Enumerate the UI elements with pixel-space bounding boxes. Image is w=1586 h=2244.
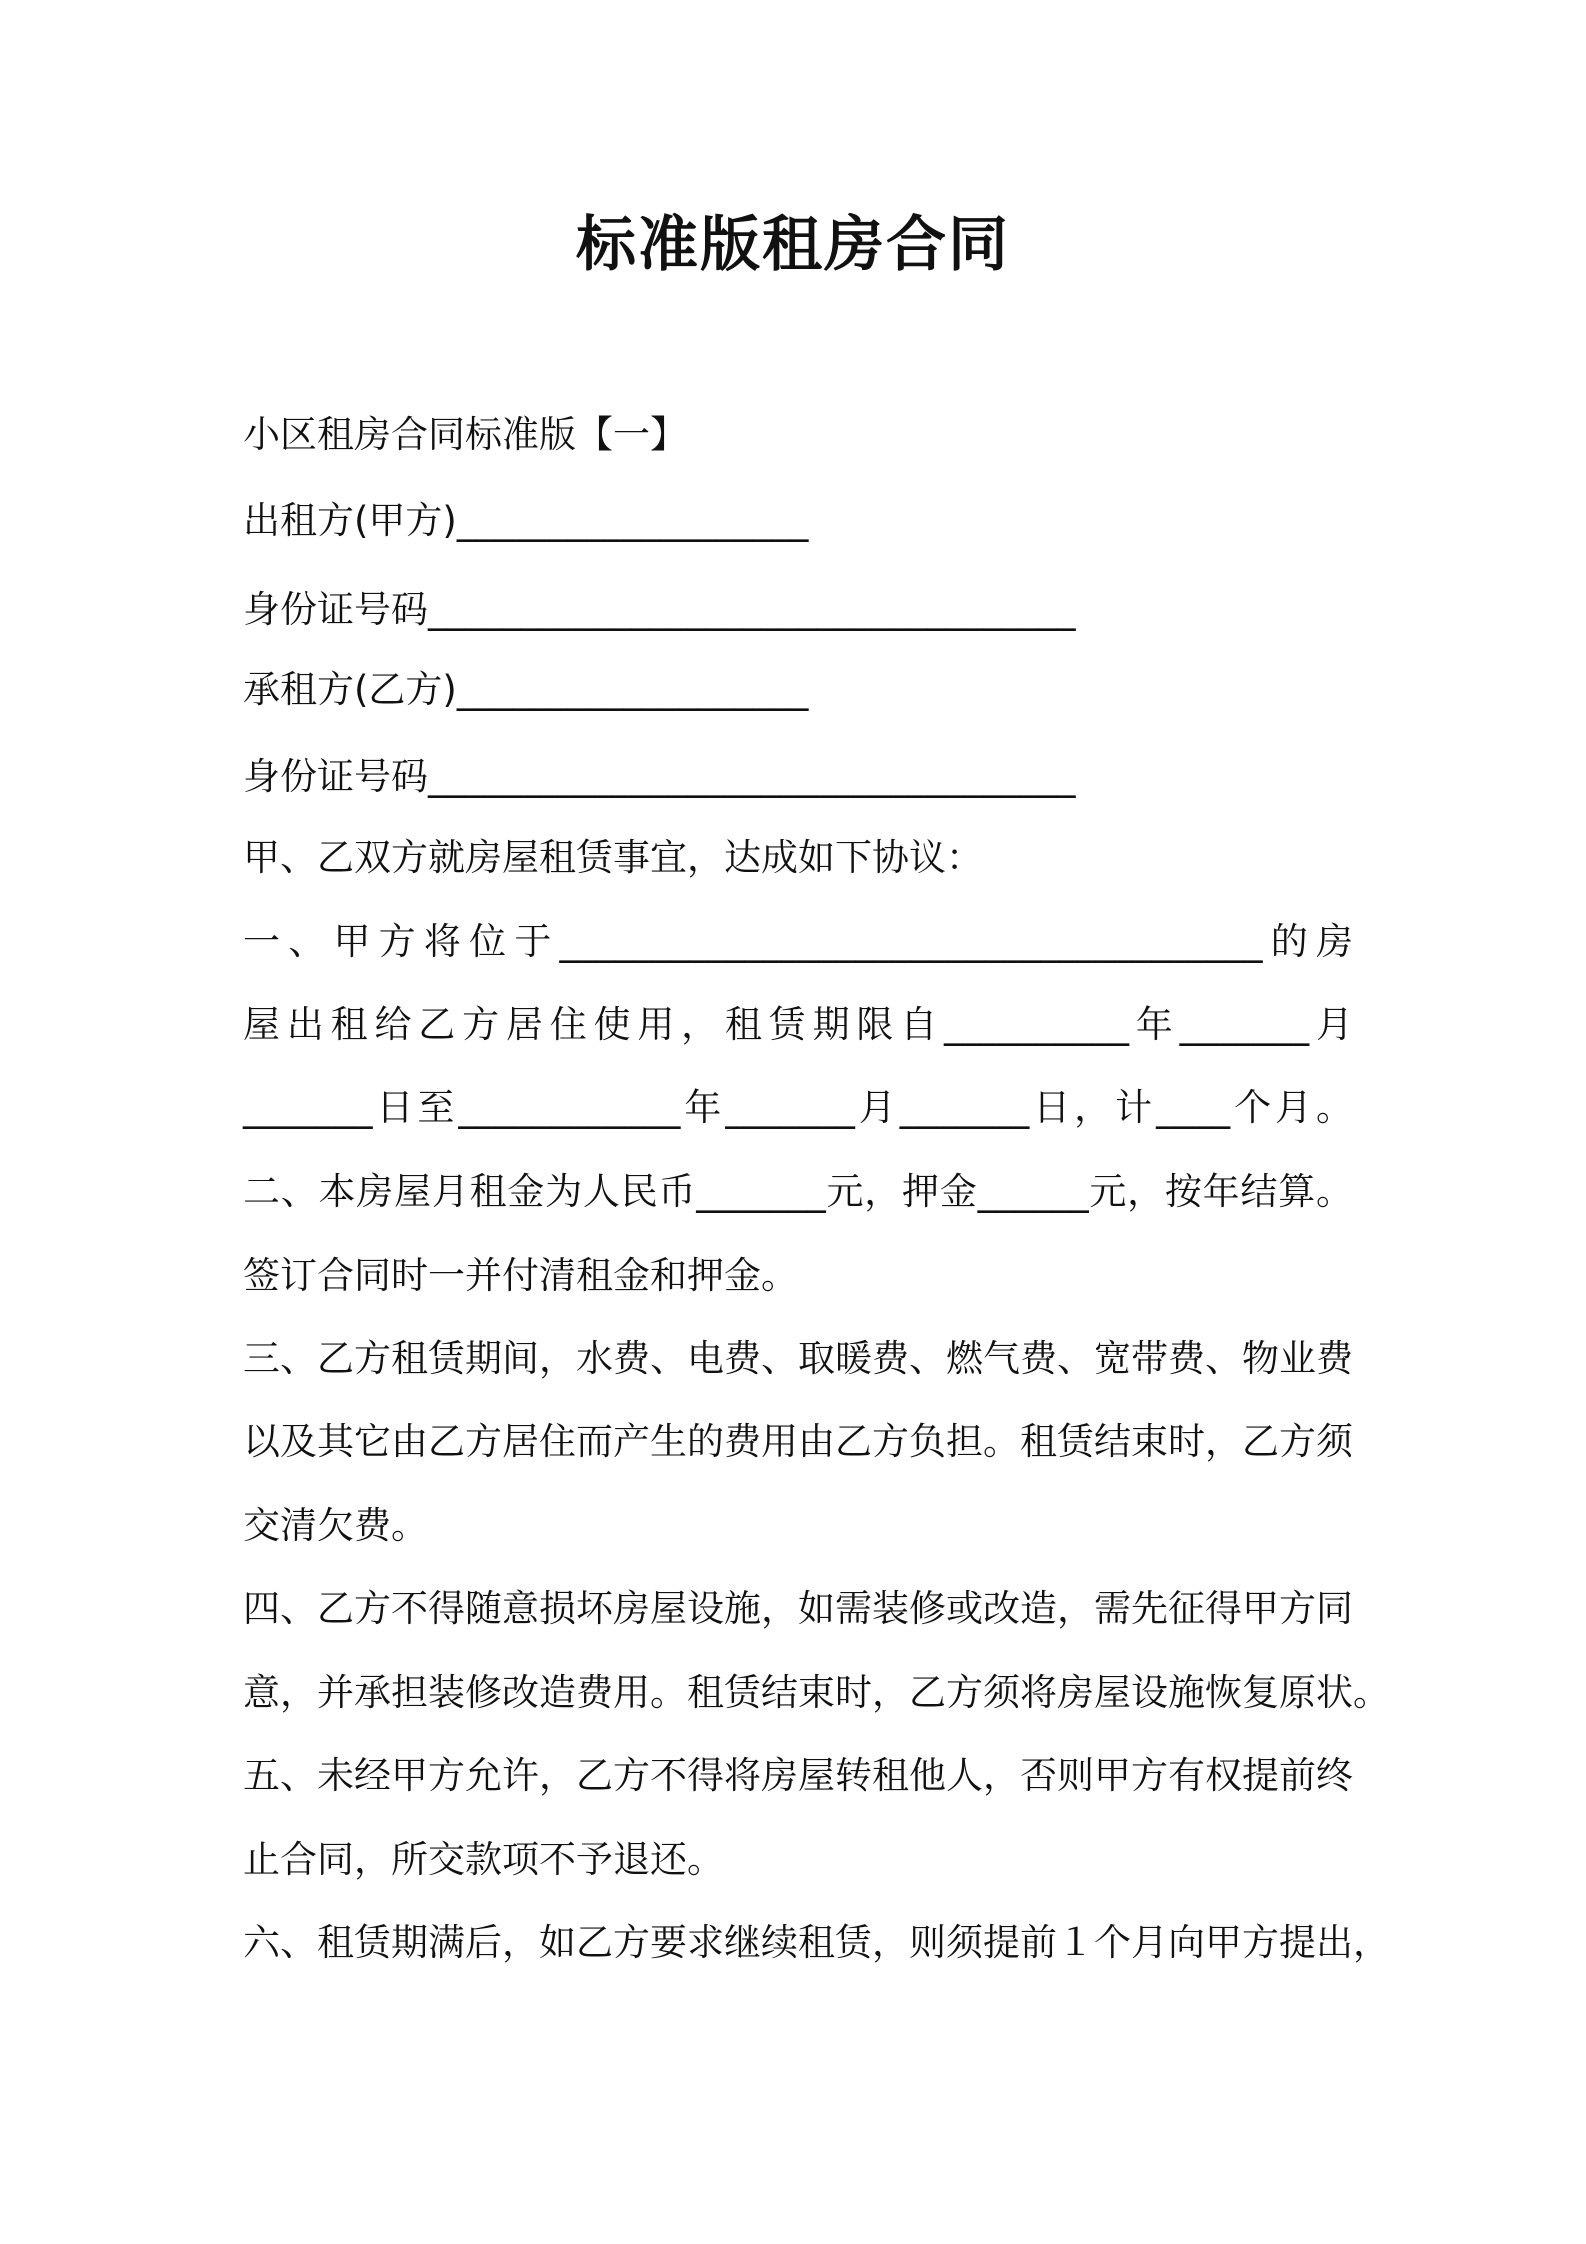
clause-1-line-2: 屋出租给乙方居住使用，租赁期限自__________年_______月 bbox=[243, 1003, 1353, 1046]
section-heading: 小区租房合同标准版【一】 bbox=[243, 413, 687, 456]
lessor-id-field: 身份证号码___________________________________ bbox=[243, 588, 1076, 631]
agreement-intro: 甲、乙双方就房屋租赁事宜，达成如下协议： bbox=[243, 836, 983, 879]
clause-3-line-2: 以及其它由乙方居住而产生的费用由乙方负担。租赁结束时，乙方须 bbox=[243, 1420, 1353, 1463]
document-title: 标准版租房合同 bbox=[576, 210, 1010, 280]
clause-6-line-1: 六、租赁期满后，如乙方要求继续租赁，则须提前１个月向甲方提出， bbox=[243, 1921, 1390, 1964]
clause-2-line-1: 二、本房屋月租金为人民币_______元，押金______元，按年结算。 bbox=[243, 1170, 1353, 1213]
clause-5-line-1: 五、未经甲方允许，乙方不得将房屋转租他人，否则甲方有权提前终 bbox=[243, 1754, 1353, 1797]
lessee-id-field: 身份证号码___________________________________ bbox=[243, 755, 1076, 798]
clause-2-line-2: 签订合同时一并付清租金和押金。 bbox=[243, 1254, 798, 1297]
lessee-field: 承租方(乙方)___________________ bbox=[243, 668, 809, 711]
lessor-field: 出租方(甲方)___________________ bbox=[243, 499, 809, 542]
clause-3-line-1: 三、乙方租赁期间，水费、电费、取暖费、燃气费、宽带费、物业费 bbox=[243, 1337, 1353, 1380]
clause-1-line-3: _______日至____________年_______月_______日，计____个月。 bbox=[243, 1086, 1353, 1129]
clause-3-line-3: 交清欠费。 bbox=[243, 1504, 428, 1547]
clause-4-line-1: 四、乙方不得随意损坏房屋设施，如需装修或改造，需先征得甲方同 bbox=[243, 1587, 1353, 1630]
clause-4-line-2: 意，并承担装修改造费用。租赁结束时，乙方须将房屋设施恢复原状。 bbox=[243, 1671, 1390, 1714]
clause-1-line-1: 一、甲方将位于______________________________________的房 bbox=[243, 920, 1353, 963]
clause-5-line-2: 止合同，所交款项不予退还。 bbox=[243, 1838, 724, 1881]
